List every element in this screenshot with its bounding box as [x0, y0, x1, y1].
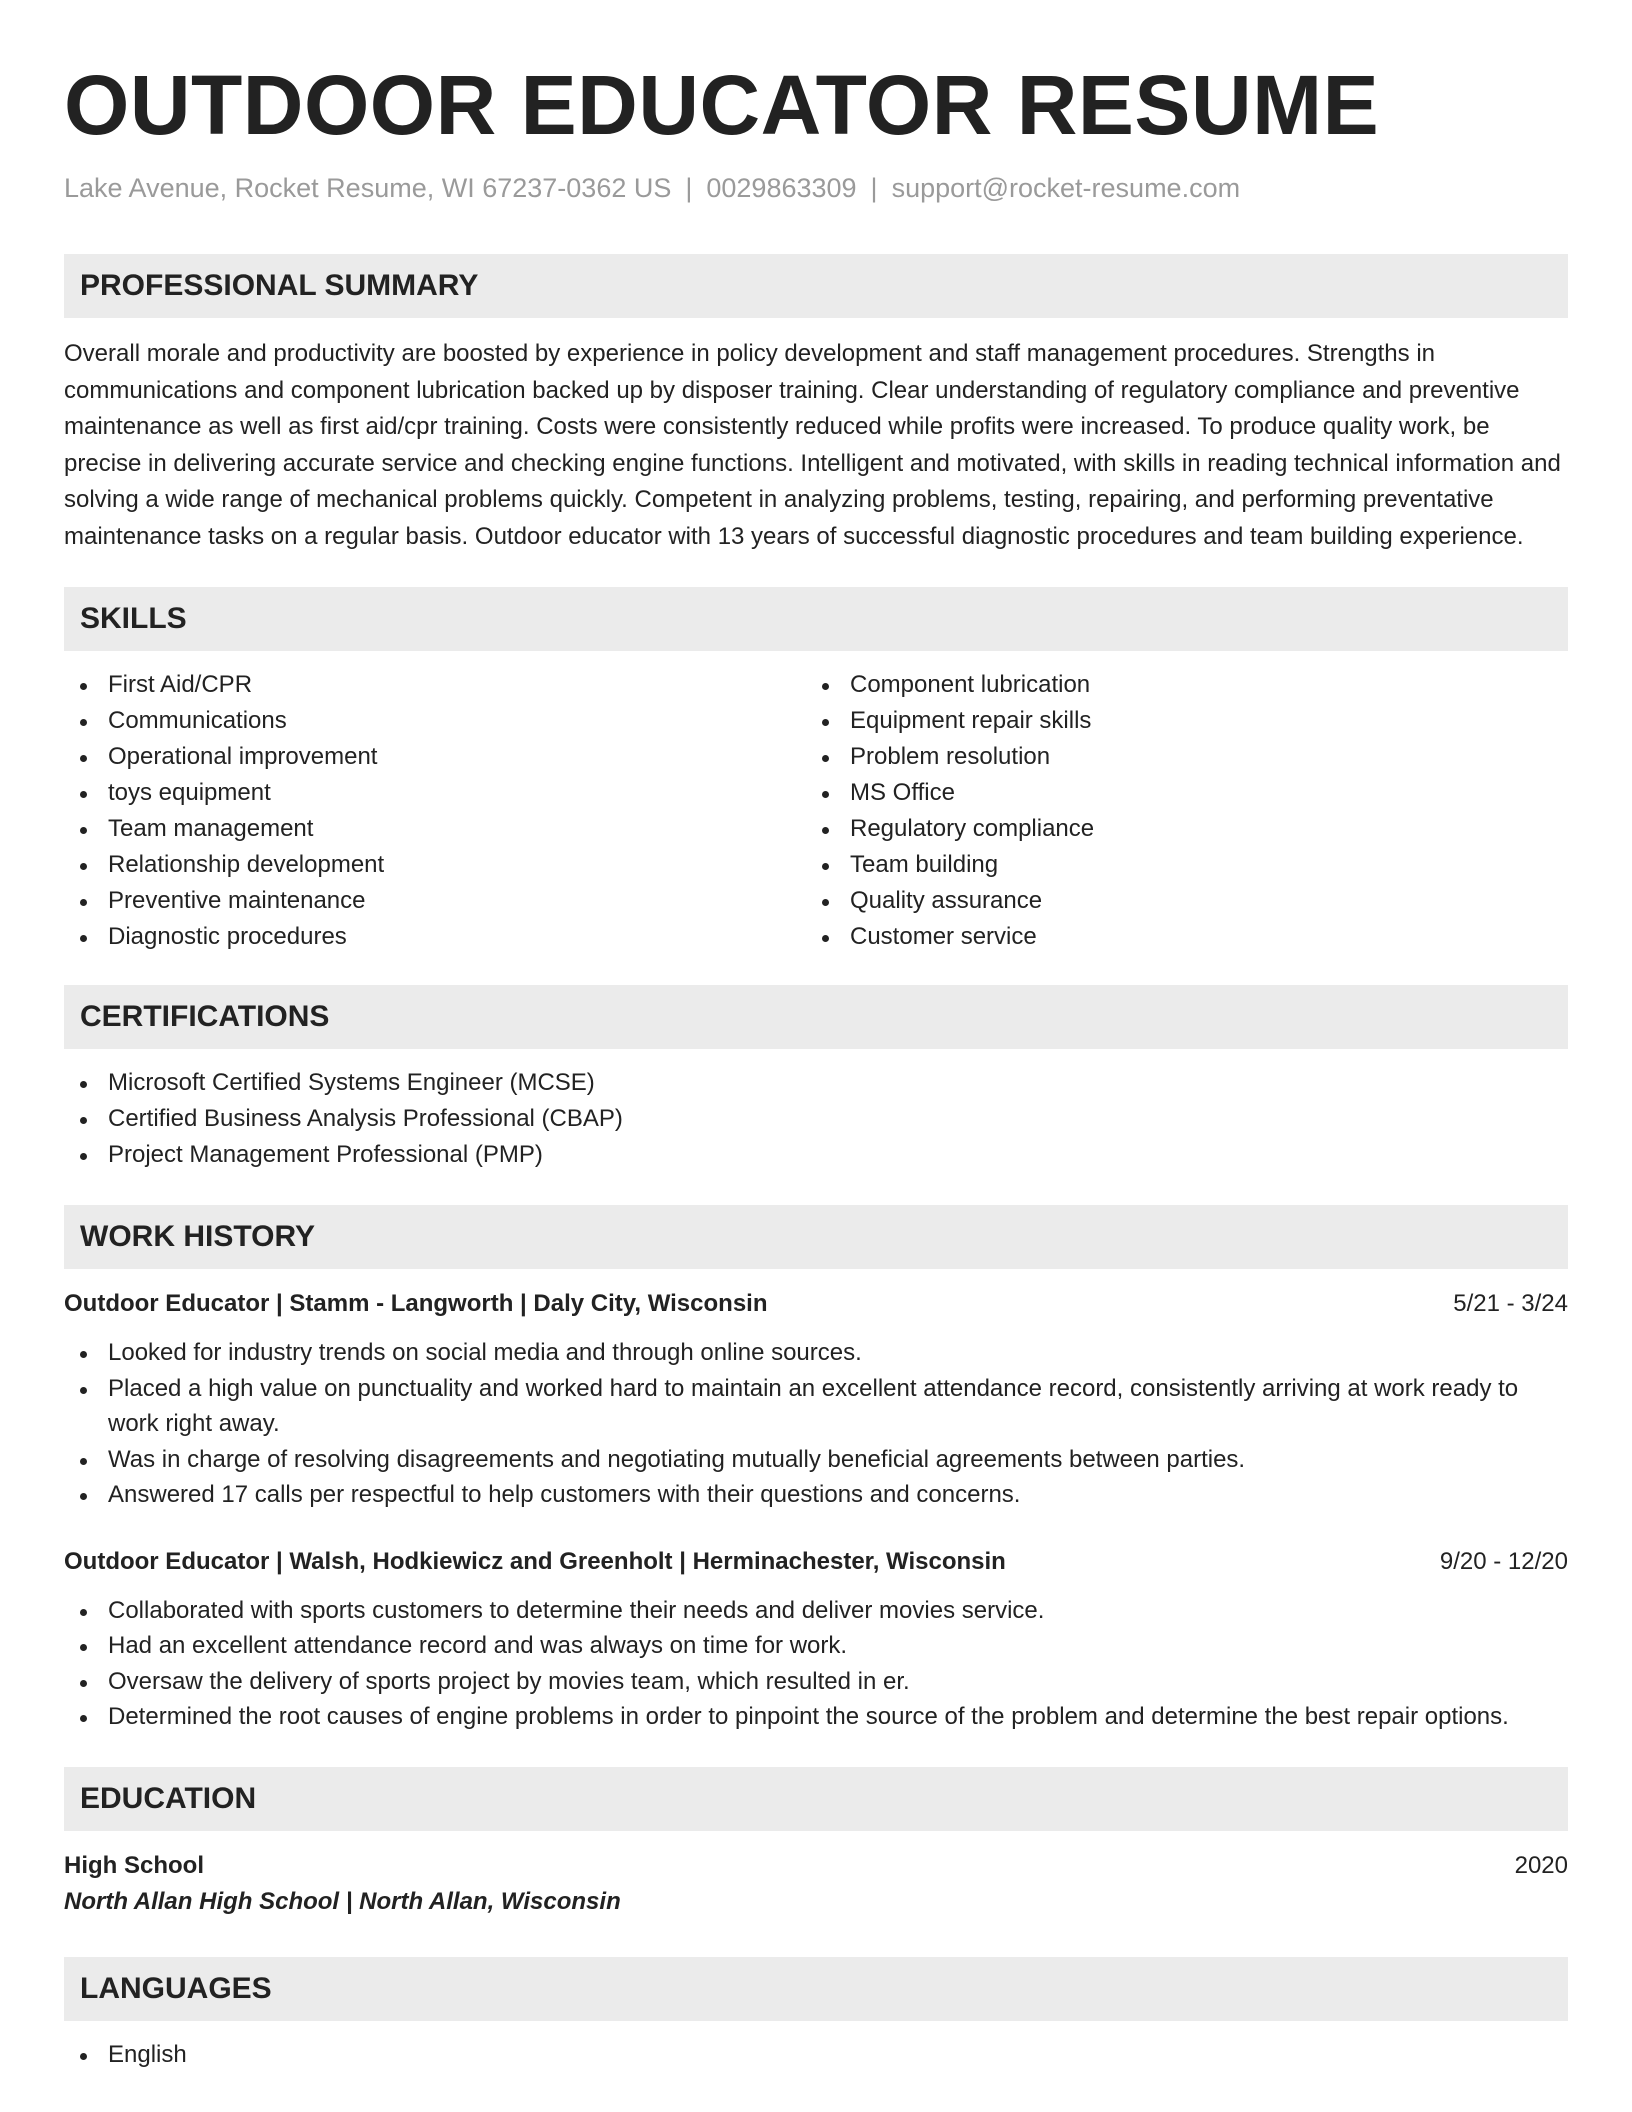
- certification-item: Microsoft Certified Systems Engineer (MCSE): [64, 1065, 1568, 1101]
- skill-item: Relationship development: [64, 847, 806, 883]
- work-history-heading: WORK HISTORY: [64, 1205, 1568, 1269]
- job-bullets: [64, 1335, 1568, 1513]
- skill-item: Equipment repair skills: [806, 703, 1548, 739]
- job-dates: 5/21 - 3/24: [1453, 1290, 1568, 1317]
- skill-item: Team building: [806, 847, 1548, 883]
- skill-item: Operational improvement: [64, 739, 806, 775]
- contact-email: support@rocket-resume.com: [891, 173, 1241, 203]
- contact-separator: |: [870, 173, 878, 203]
- skill-item: Problem resolution: [806, 739, 1548, 775]
- job-bullet: Looked for industry trends on social media and through online sources.: [64, 1335, 1568, 1371]
- language-item: English: [64, 2037, 1568, 2073]
- job-bullet: Oversaw the delivery of sports project by movies team, which resulted in er.: [64, 1664, 1568, 1700]
- summary-text: Overall morale and productivity are boosted by experience in policy development and staff management procedures. Strengths in communications and component lubrication backed up by disposer training. Clear understanding of regulatory compliance and preventive maintenance as well as first aid/cpr training. Costs were consistently reduced while profits were increased. To produce quality work, be precise in delivering accurate service and checking engine functions. Intelligent and motivated, with skills in reading technical information and solving a wide range of mechanical problems quickly. Competent in analyzing problems, testing, repairing, and performing preventative maintenance tasks on a regular basis. Outdoor educator with 13 years of successful diagnostic procedures and team building experience.: [64, 340, 1561, 550]
- education-year: 2020: [1514, 1851, 1568, 1879]
- skills-heading: SKILLS: [64, 587, 1568, 651]
- resume-title: OUTDOOR EDUCATOR RESUME: [64, 58, 1380, 152]
- contact-line: [64, 172, 1568, 204]
- languages-heading: LANGUAGES: [64, 1957, 1568, 2021]
- job-dates: 9/20 - 12/20: [1439, 1547, 1568, 1575]
- certifications-list: [64, 1065, 1568, 1173]
- skill-item: Diagnostic procedures: [64, 919, 806, 955]
- skill-item: toys equipment: [64, 775, 806, 811]
- education-school: North Allan High School | North Allan, Wisconsin: [64, 1887, 621, 1915]
- job-entry: [64, 1545, 1568, 1735]
- certification-item: Project Management Professional (PMP): [64, 1137, 1568, 1173]
- job-bullet: Determined the root causes of engine problems in order to pinpoint the source of the problem and determine the best repair options.: [64, 1699, 1568, 1735]
- job-title: Outdoor Educator | Stamm - Langworth | Daly City, Wisconsin: [64, 1290, 768, 1317]
- skill-item: Team management: [64, 811, 806, 847]
- job-bullet: Was in charge of resolving disagreements and negotiating mutually beneficial agreements between parties.: [64, 1442, 1568, 1478]
- contact-separator: |: [685, 173, 693, 203]
- job-bullet: Collaborated with sports customers to determine their needs and deliver movies service.: [64, 1593, 1568, 1629]
- certification-item: Certified Business Analysis Professional (CBAP): [64, 1101, 1568, 1137]
- skill-item: Regulatory compliance: [806, 811, 1548, 847]
- contact-address: Lake Avenue, Rocket Resume, WI 67237-0362 US: [64, 173, 672, 203]
- summary-heading: PROFESSIONAL SUMMARY: [64, 254, 1568, 318]
- job-header: [64, 1545, 1568, 1579]
- job-header: [64, 1287, 1568, 1321]
- job-bullet: Answered 17 calls per respectful to help customers with their questions and concerns.: [64, 1477, 1568, 1513]
- skill-item: Component lubrication: [806, 667, 1548, 703]
- skill-item: MS Office: [806, 775, 1548, 811]
- job-bullets: [64, 1593, 1568, 1735]
- job-title: Outdoor Educator | Walsh, Hodkiewicz and Greenholt | Herminachester, Wisconsin: [64, 1547, 1006, 1575]
- certifications-heading: CERTIFICATIONS: [64, 985, 1568, 1049]
- skill-item: First Aid/CPR: [64, 667, 806, 703]
- job-bullet: Had an excellent attendance record and was always on time for work.: [64, 1628, 1568, 1664]
- skill-item: Customer service: [806, 919, 1548, 955]
- education-heading: EDUCATION: [64, 1767, 1568, 1831]
- skill-item: Communications: [64, 703, 806, 739]
- skills-grid: [64, 667, 1568, 955]
- education-degree: High School: [64, 1851, 204, 1879]
- languages-list: [64, 2037, 1568, 2073]
- skills-column-right: [806, 667, 1548, 955]
- skill-item: Preventive maintenance: [64, 883, 806, 919]
- job-entry: [64, 1287, 1568, 1513]
- skills-column-left: [64, 667, 806, 955]
- skill-item: Quality assurance: [806, 883, 1548, 919]
- education-header: [64, 1849, 1568, 1883]
- job-bullet: Placed a high value on punctuality and worked hard to maintain an excellent attendance record, consistently arriving at work ready to work right away.: [64, 1371, 1568, 1442]
- contact-phone: 0029863309: [706, 173, 857, 203]
